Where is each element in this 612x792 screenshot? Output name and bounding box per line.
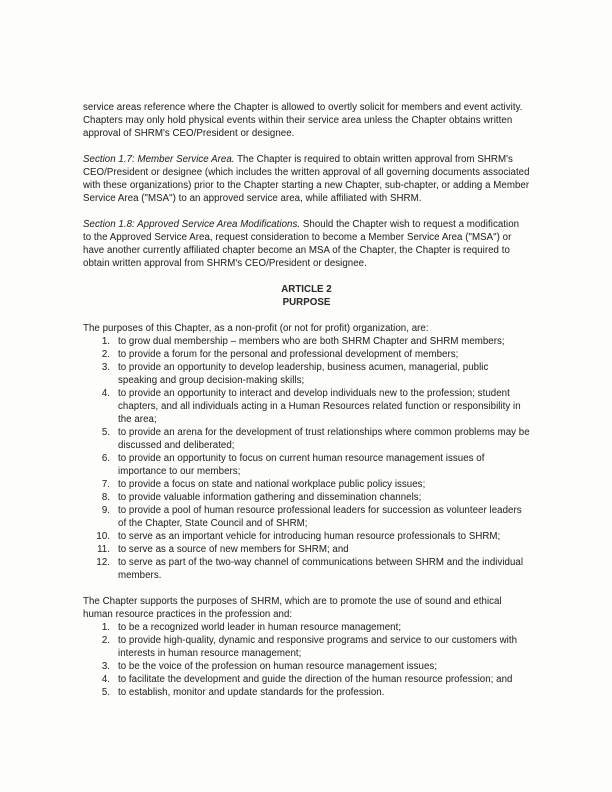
list-item: [83, 660, 530, 673]
list-item-text: to be the voice of the profession on human resource management issues;: [118, 661, 438, 672]
continuation-paragraph: service areas reference where the Chapter is allowed to overtly solicit for members and event activity. Chapters may only hold physical events within their service area unless the Chapter obtains written approval of SHRM's CEO/President or designee.: [83, 102, 523, 139]
list-item-number: 2.: [101, 635, 110, 646]
purposes-list: [83, 335, 530, 582]
purposes-intro: The purposes of this Chapter, as a non-profit (or not for profit) organization, are:: [83, 323, 429, 334]
section-1-7-body: The Chapter is required to obtain written approval from SHRM's CEO/President or designee (which includes the written approval of all governing documents associated with these organizations) prior to the Chapter starting a new Chapter, sub-chapter, or adding a Member Service Area ("MSA") to an approved service area, while affiliated with SHRM.: [83, 154, 530, 204]
article-title: ARTICLE 2: [281, 284, 332, 295]
list-item-text: to provide high-quality, dynamic and responsive programs and service to our customers with interests in human resource management;: [118, 635, 518, 659]
list-item: [83, 543, 530, 556]
section-1-8-heading: Section 1.8: Approved Service Area Modifications.: [83, 219, 301, 230]
list-item-text: to provide an opportunity to develop leadership, business acumen, managerial, public speaking and group decision-making skills;: [118, 362, 489, 386]
list-item-number: 9.: [101, 505, 110, 516]
list-item-number: 5.: [101, 427, 110, 438]
list-item-text: to provide a pool of human resource professional leaders for succession as volunteer leaders of the Chapter, State Council and of SHRM;: [118, 505, 522, 529]
list-item-text: to be a recognized world leader in human resource management;: [118, 622, 402, 633]
list-item: [83, 686, 530, 699]
list-item-number: 1.: [101, 622, 110, 633]
list-item-text: to serve as part of the two-way channel of communications between SHRM and the individual members.: [118, 557, 524, 581]
list-item: [83, 504, 530, 530]
list-item-number: 7.: [101, 479, 110, 490]
list-item-number: 2.: [101, 349, 110, 360]
supports-intro: The Chapter supports the purposes of SHRM, which are to promote the use of sound and ethical human resource practices in the profession and:: [83, 596, 502, 620]
article-2-heading: [83, 283, 530, 309]
list-item-text: to provide a focus on state and national workplace public policy issues;: [118, 479, 426, 490]
list-item-text: to provide a forum for the personal and professional development of members;: [118, 349, 459, 360]
list-item-text: to provide an opportunity to interact and develop individuals new to the profession; student chapters, and all individuals acting in a Human Resources related function or responsibility in the area;: [118, 388, 521, 425]
article-subtitle: PURPOSE: [282, 297, 331, 308]
supports-list: [83, 621, 530, 699]
list-item-text: to grow dual membership – members who are both SHRM Chapter and SHRM members;: [118, 336, 505, 347]
list-item: [83, 348, 530, 361]
list-item-number: 8.: [101, 492, 110, 503]
list-item: [83, 530, 530, 543]
section-1-8-body: Should the Chapter wish to request a modification to the Approved Service Area, request consideration to become a Member Service Area ("MSA") or have another currently affiliated chapter become an MSA of the Chapter, the Chapter is required to obtain written approval from SHRM's CEO/President or designee.: [83, 219, 520, 269]
list-item-number: 12.: [96, 557, 110, 568]
section-1-7-paragraph: [83, 153, 530, 205]
list-item-number: 3.: [101, 661, 110, 672]
list-item: [83, 621, 530, 634]
list-item: [83, 335, 530, 348]
list-item: [83, 387, 530, 426]
list-item-text: to establish, monitor and update standards for the profession.: [118, 687, 385, 698]
list-item: [83, 491, 530, 504]
list-item-number: 11.: [97, 544, 110, 555]
list-item-text: to facilitate the development and guide the direction of the human resource profession; and: [118, 674, 513, 685]
list-item: [83, 634, 530, 660]
list-item: [83, 556, 530, 582]
list-item-number: 10.: [96, 531, 110, 542]
list-item-text: to serve as an important vehicle for introducing human resource professionals to SHRM;: [118, 531, 501, 542]
list-item: [83, 478, 530, 491]
list-item-number: 3.: [101, 362, 110, 373]
list-item-number: 4.: [101, 388, 110, 399]
list-item-text: to provide an arena for the development of trust relationships where common problems may be discussed and deliberated;: [118, 427, 530, 451]
list-item-number: 5.: [101, 687, 110, 698]
list-item-number: 6.: [101, 453, 110, 464]
list-item-text: to serve as a source of new members for SHRM; and: [118, 544, 349, 555]
list-item: [83, 452, 530, 478]
list-item-number: 4.: [101, 674, 110, 685]
section-1-7-heading: Section 1.7: Member Service Area.: [83, 154, 235, 165]
list-item: [83, 361, 530, 387]
list-item-text: to provide an opportunity to focus on current human resource management issues of importance to our members;: [118, 453, 485, 477]
list-item-number: 1.: [101, 336, 110, 347]
list-item-text: to provide valuable information gathering and dissemination channels;: [118, 492, 422, 503]
list-item: [83, 673, 530, 686]
list-item: [83, 426, 530, 452]
section-1-8-paragraph: [83, 218, 530, 270]
